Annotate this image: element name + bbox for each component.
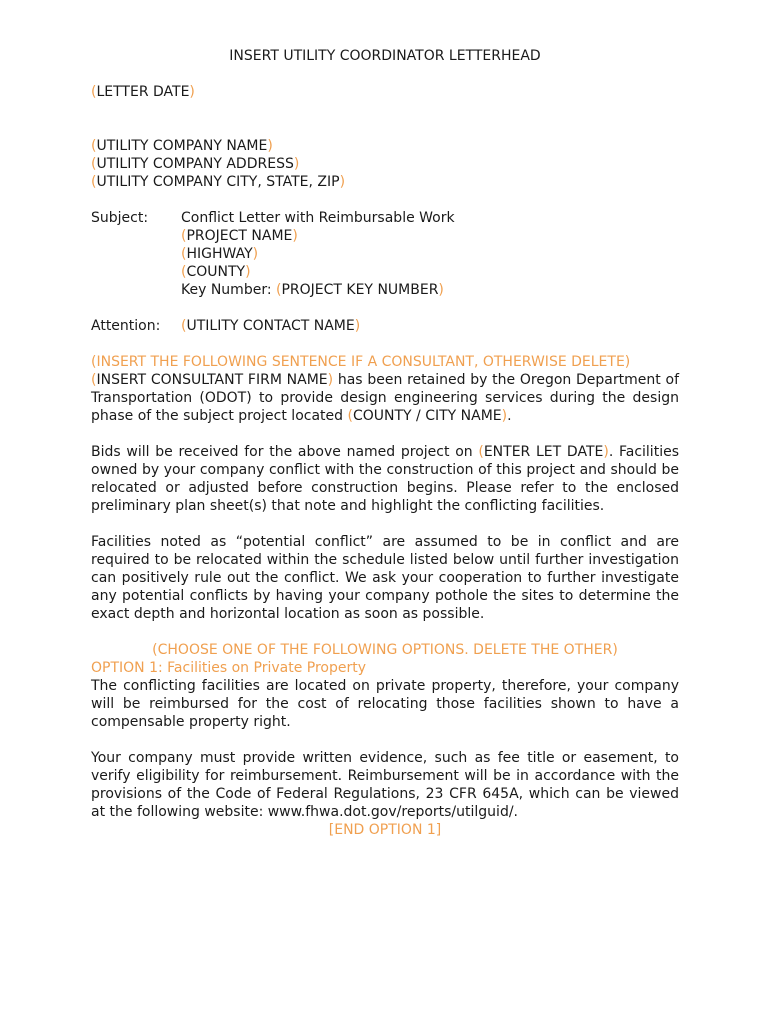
utility-company-city-text: UTILITY COMPANY CITY, STATE, ZIP [96,174,340,190]
county-text: COUNTY [186,264,246,280]
option1-paragraph: The conflicting facilities are located on private property, therefore, your company will be reimbursed for the cost of relocating those facilities shown to have a compensable property right. [91,678,679,730]
consultant-section [91,353,679,425]
bids-let-date: ENTER LET DATE [483,444,604,460]
subject-block [91,209,679,299]
attention-label: Attention: [91,318,161,334]
evidence-paragraph: Your company must provide written evidence, such as fee title or easement, to verify eligibility for reimbursement. Reimbursement will be in accordance with the provisions of the Code of Federal Regulations, 23 CFR 645A, which can be viewed at the following website: www.fhwa.dot.gov/reports/utilguid/. [91,750,679,820]
highway-text: HIGHWAY [186,246,253,262]
subject-highway: (HIGHWAY) [181,246,259,262]
letter-date: (LETTER DATE) [91,84,195,100]
project-name-text: PROJECT NAME [186,228,293,244]
subject-label: Subject: [91,210,149,226]
subject-lines [181,209,455,299]
utility-company-block [91,137,679,191]
utility-company-address-text: UTILITY COMPANY ADDRESS [96,156,294,172]
letterhead: INSERT UTILITY COORDINATOR LETTERHEAD [229,48,541,64]
bids-text-start: Bids will be received for the above named project on [91,444,479,460]
letter-body [91,47,679,839]
attention-contact-text: UTILITY CONTACT NAME [186,318,355,334]
key-number-text: PROJECT KEY NUMBER [281,282,439,298]
key-number-label: Key Number: [181,282,276,298]
subject-project-name: (PROJECT NAME) [181,228,298,244]
attention-block [91,317,679,335]
utility-company-address: (UTILITY COMPANY ADDRESS) [91,156,300,172]
utility-company-city: (UTILITY COMPANY CITY, STATE, ZIP) [91,174,346,190]
potential-conflict-paragraph: Facilities noted as “potential conflict” are assumed to be in conflict and are required to be relocated within the schedule listed below until further investigation can positively rule out the conflict. We ask your cooperation to further investigate any potential conflicts by having your company pothole the sites to determine the exact depth and horizontal location as soon as possible. [91,534,679,622]
consultant-location: COUNTY / CITY NAME [352,408,502,424]
end-option1: [END OPTION 1] [328,822,442,838]
attention-contact: (UTILITY CONTACT NAME) [181,318,361,334]
options-instruction: (CHOOSE ONE OF THE FOLLOWING OPTIONS. DELETE THE OTHER) [152,642,618,658]
bids-text-rest: . Facilities owned by your company conflict with the construction of this project and should be relocated or adjusted before construction begins. Please refer to the enclosed preliminary plan sheet(s) that note and highlight the conflicting facilities. [91,444,679,514]
consultant-end: . [507,408,512,424]
subject-title: Conflict Letter with Reimbursable Work [181,210,455,226]
consultant-paragraph: (INSERT CONSULTANT FIRM NAME) has been retained by the Oregon Department of Transportation (ODOT) to provide design engineering services during the design phase of the subject project located (COUNTY / CITY NAME). [91,372,679,424]
consultant-text: has been retained by the Oregon Department of Transportation (ODOT) to provide design engineering services during the design phase of the subject project located [91,372,679,424]
utility-company-name: (UTILITY COMPANY NAME) [91,138,273,154]
utility-company-name-text: UTILITY COMPANY NAME [96,138,268,154]
options-section [91,641,679,839]
subject-key-number: Key Number: (PROJECT KEY NUMBER) [181,282,444,298]
letter-date-placeholder: LETTER DATE [96,84,190,100]
subject-county: (COUNTY) [181,264,251,280]
option1-title: OPTION 1: Facilities on Private Property [91,660,366,676]
consultant-instruction: (INSERT THE FOLLOWING SENTENCE IF A CONSULTANT, OTHERWISE DELETE) [91,354,631,370]
bids-paragraph: Bids will be received for the above named project on (ENTER LET DATE). Facilities owned by your company conflict with the construction of this project and should be relocated or adjusted before construction begins. Please refer to the enclosed preliminary plan sheet(s) that note and highlight the conflicting facilities. [91,444,679,514]
consultant-firm-name: INSERT CONSULTANT FIRM NAME [96,372,328,388]
